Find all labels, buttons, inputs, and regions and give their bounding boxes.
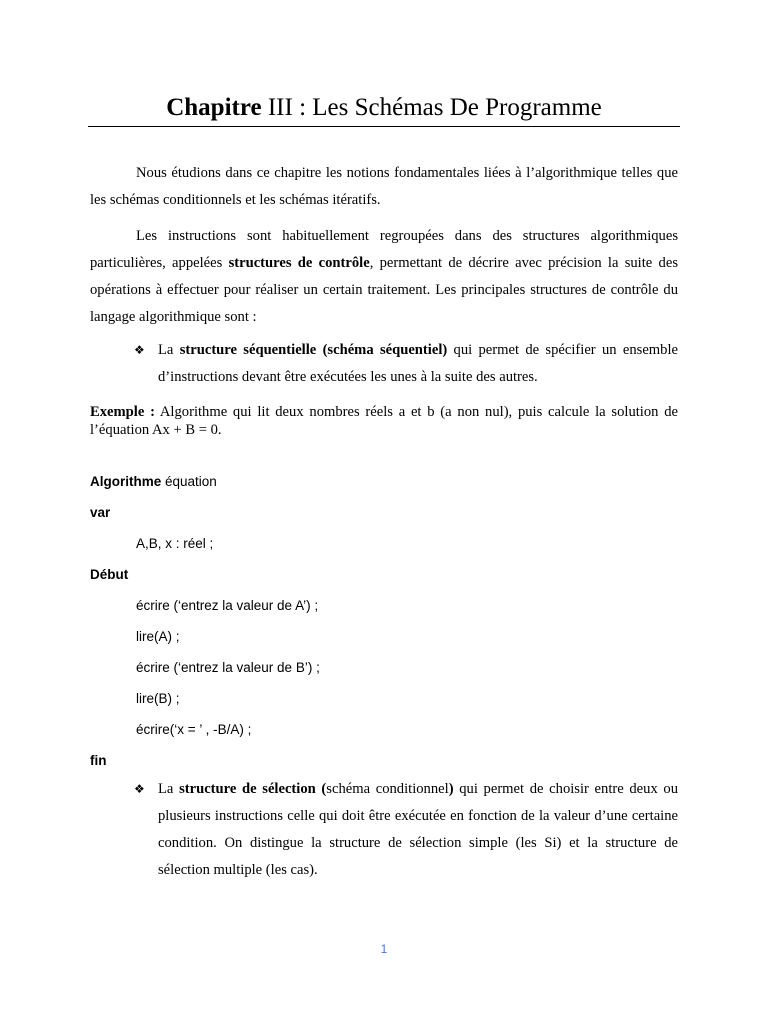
page-title: [88, 92, 680, 124]
bullet2-bold-2: ): [448, 781, 454, 797]
bullet-sequential-text: [158, 337, 678, 391]
title-rest: III : Les Schémas De Programme: [261, 94, 602, 121]
example-label: Exemple :: [90, 404, 155, 420]
bullet2-bold-1: structure de sélection (: [179, 781, 327, 797]
code-debut-text: Début: [90, 567, 129, 582]
code-var-text: var: [90, 505, 111, 520]
code-line-2: lire(A) ;: [136, 629, 180, 644]
bullet2-c: schéma conditionnel: [326, 781, 449, 797]
bullet-selection: [136, 776, 678, 884]
code-line-3: écrire (‘entrez la valeur de B’) ;: [136, 660, 320, 675]
bullet-selection-text: [158, 776, 678, 884]
code-algo-name: équation: [161, 474, 217, 489]
para2-text-c: , permettant de décrire avec précision la suite des opérations à effectuer pour réaliser un certain traitement. Les principales structures de contrôle du langage algorithmique sont :: [90, 255, 678, 325]
title-underline: [88, 126, 680, 127]
code-line-1: écrire (‘entrez la valeur de A’) ;: [136, 598, 319, 613]
code-fin-keyword: [90, 752, 107, 770]
diamond-bullet-icon: ❖: [134, 782, 145, 796]
control-structures-paragraph: [90, 223, 678, 331]
code-algo-keyword: Algorithme: [90, 474, 162, 489]
intro-paragraph: Nous étudions dans ce chapitre les notions fondamentales liées à l’algorithmique telles que les schémas conditionnels et les schémas itératifs.: [90, 165, 678, 208]
code-debut-keyword: [90, 566, 128, 584]
code-line-5: écrire(‘x = ’ , -B/A) ;: [136, 722, 252, 737]
diamond-bullet-icon: ❖: [134, 343, 145, 357]
title-chapter-word: Chapitre: [166, 94, 262, 121]
page-number: 1: [380, 942, 388, 956]
bullet2-e: qui permet de choisir entre deux ou plusieurs instructions celle qui doit être exécutée en fonction de la valeur d’une certaine condition. On distingue la structure de sélection simple (les Si) et la structure de sélection multiple (les cas).: [158, 781, 679, 878]
bullet2-a: La: [158, 781, 180, 797]
bullet-sequential: [136, 337, 678, 391]
example-text: Algorithme qui lit deux nombres réels a et b (a non nul), puis calcule la solution de l’équation Ax + B = 0.: [90, 404, 678, 438]
code-fin-text: fin: [90, 753, 107, 768]
bullet1-a: La: [158, 342, 180, 358]
bullet1-bold: structure séquentielle (schéma séquentiel): [179, 342, 448, 358]
code-declaration: A,B, x : réel ;: [136, 536, 214, 551]
para2-bold: structures de contrôle: [228, 255, 370, 271]
code-algo-line: [90, 473, 217, 491]
bullet1-c: qui permet de spécifier un ensemble d’instructions devant être exécutées les unes à la suite des autres.: [158, 342, 678, 385]
para2-text-a: Les instructions sont habituellement regroupées dans des structures algorithmiques particulières, appelées: [90, 228, 678, 271]
example-paragraph: [90, 403, 678, 439]
code-line-4: lire(B) ;: [136, 691, 180, 706]
code-var-keyword: [90, 504, 110, 522]
